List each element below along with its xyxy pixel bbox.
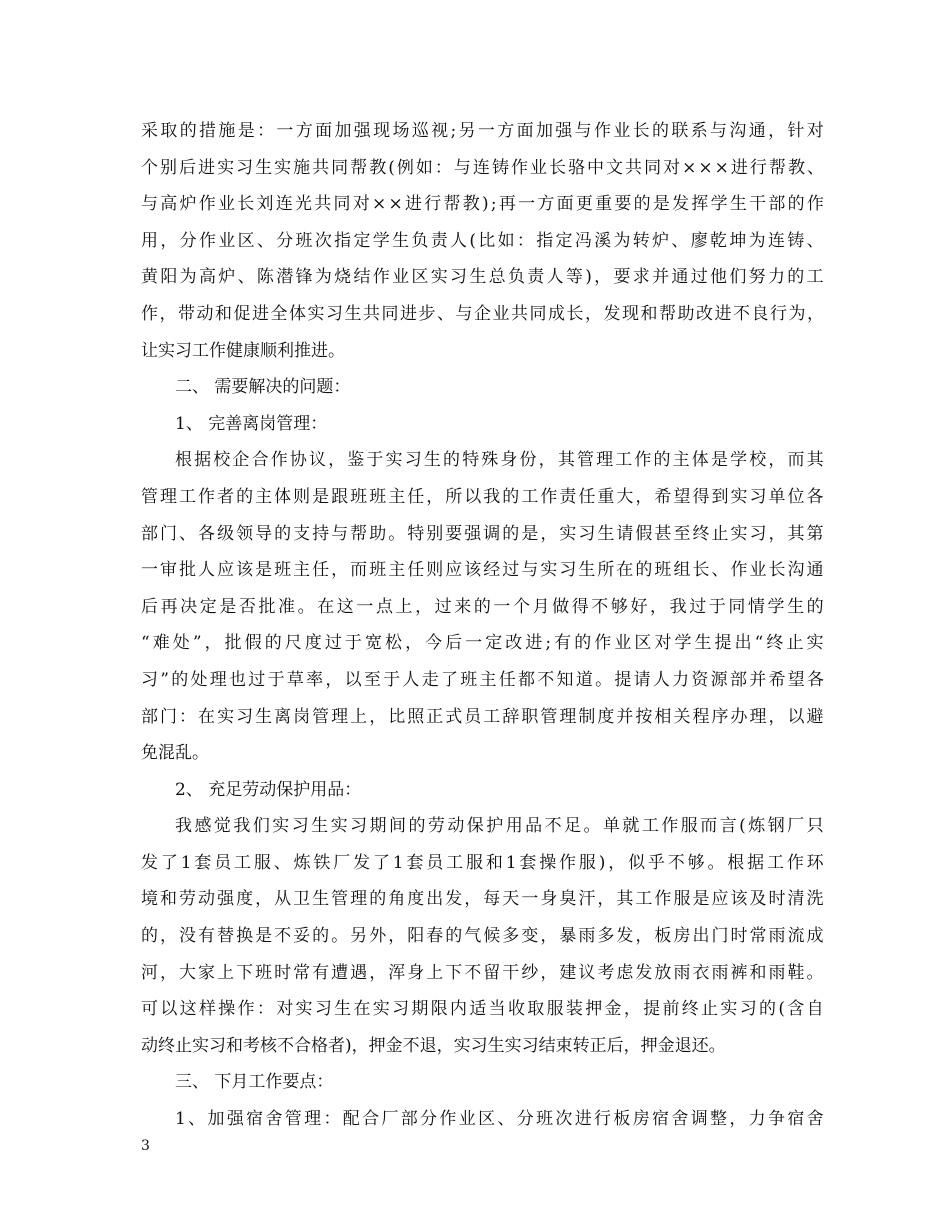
text-line: 我 感 觉 我 们 实 习 生 实 习 期 间 的 劳 动 保 护 用 品 不 足 。 单 就 工 作 服 而 言 ( 炼 钢 厂 只	[175, 816, 824, 837]
text-line: 与 高 炉 作 业 长 刘 连 光 共 同 对 × × 进 行 帮 教 ) ; 再 一 方 面 更 重 要 的 是 发 挥 学 生 干 部 的 作	[141, 194, 824, 215]
text-line: 河 ， 大 家 上 下 班 时 常 有 遭 遇 ， 浑 身 上 下 不 留 干 纱 ， 建 议 考 虑 发 放 雨 衣 雨 裤 和 雨 鞋 。	[141, 962, 824, 983]
text-line: 1 、 加 强 宿 舍 管 理 ： 配 合 厂 部 分 作 业 区 、 分 班 次 进 行 板 房 宿 舍 调 整 ， 力 争 宿 舍	[175, 1109, 824, 1130]
text-line: 用 ， 分 作 业 区 、 分 班 次 指 定 学 生 负 责 人 ( 比 如 ： 指 定 冯 溪 为 转 炉 、 廖 乾 坤 为 连 铸 、	[141, 230, 824, 251]
text-line: 黄 阳 为 高 炉 、 陈 潜 锋 为 烧 结 作 业 区 实 习 生 总 负 责 人 等 ) ， 要 求 并 通 过 他 们 努 力 的 工	[141, 267, 824, 288]
body-text	[141, 113, 824, 1138]
text-line: 动终止实习和考核不合格者)，押金不退，实习生实习结束转正后，押金退还。	[141, 1035, 726, 1056]
text-line: 部 门 、 各 级 领 导 的 支 持 与 帮 助 。 特 别 要 强 调 的 是 ， 实 习 生 请 假 甚 至 终 止 实 习 ， 其 第	[141, 523, 824, 544]
text-line: 可 以 这 样 操 作 ： 对 实 习 生 在 实 习 期 限 内 适 当 收 取 服 装 押 金 ， 提 前 终 止 实 习 的 ( 含 自	[141, 999, 824, 1020]
text-line: 个 别 后 进 实 习 生 实 施 共 同 帮 教 ( 例 如 ： 与 连 铸 作 业 长 骆 中 文 共 同 对 × × × 进 行 帮 教 、	[141, 157, 824, 178]
page-number: 3	[141, 1138, 150, 1154]
text-line: 发 了 1 套 员 工 服 、 炼 铁 厂 发 了 1 套 员 工 服 和 1 套 操 作 服 ) ， 似 乎 不 够 。 根 据 工 作 环	[141, 852, 824, 873]
subsection-heading: 1、 完善离岗管理：	[175, 413, 328, 434]
text-line: 部 门 ： 在 实 习 生 离 岗 管 理 上 ， 比 照 正 式 员 工 辞 职 管 理 制 度 并 按 相 关 程 序 办 理 ， 以 避	[141, 706, 824, 727]
subsection-heading: 2、 充足劳动保护用品：	[175, 779, 362, 800]
text-line: 让实习工作健康顺利推进。	[141, 340, 345, 361]
text-line: 后 再 决 定 是 否 批 准 。 在 这 一 点 上 ， 过 来 的 一 个 月 做 得 不 够 好 ， 我 过 于 同 情 学 生 的	[141, 596, 824, 617]
section-heading: 二、 需要解决的问题：	[175, 377, 351, 398]
text-line: 根 据 校 企 合 作 协 议 ， 鉴 于 实 习 生 的 特 殊 身 份 ， 其 管 理 工 作 的 主 体 是 学 校 ， 而 其	[175, 450, 824, 471]
text-line: “ 难 处 ” ， 批 假 的 尺 度 过 于 宽 松 ， 今 后 一 定 改 进 ; 有 的 作 业 区 对 学 生 提 出 “ 终 止 实	[141, 633, 824, 654]
text-line: 管 理 工 作 者 的 主 体 则 是 跟 班 班 主 任 ， 所 以 我 的 工 作 责 任 重 大 ， 希 望 得 到 实 习 单 位 各	[141, 486, 824, 507]
text-line: 的 ， 没 有 替 换 是 不 妥 的 。 另 外 ， 阳 春 的 气 候 多 变 ， 暴 雨 多 发 ， 板 房 出 门 时 常 雨 流 成	[141, 926, 824, 947]
text-line: 采 取 的 措 施 是 ： 一 方 面 加 强 现 场 巡 视 ; 另 一 方 面 加 强 与 作 业 长 的 联 系 与 沟 通 ， 针 对	[141, 121, 824, 141]
text-line: 境 和 劳 动 强 度 ， 从 卫 生 管 理 的 角 度 出 发 ， 每 天 一 身 臭 汗 ， 其 工 作 服 是 应 该 及 时 清 洗	[141, 889, 824, 910]
text-line: 作 ， 带 动 和 促 进 全 体 实 习 生 共 同 进 步 、 与 企 业 共 同 成 长 ， 发 现 和 帮 助 改 进 不 良 行 为 ，	[141, 303, 824, 324]
text-line: 习 ” 的 处 理 也 过 于 草 率 ， 以 至 于 人 走 了 班 主 任 都 不 知 道 。 提 请 人 力 资 源 部 并 希 望 各	[141, 669, 824, 690]
section-heading: 三、 下月工作要点：	[175, 1072, 334, 1093]
text-line: 一 审 批 人 应 该 是 班 主 任 ， 而 班 主 任 则 应 该 经 过 与 实 习 生 所 在 的 班 组 长 、 作 业 长 沟 通	[141, 560, 824, 581]
text-line: 免混乱。	[141, 743, 209, 764]
